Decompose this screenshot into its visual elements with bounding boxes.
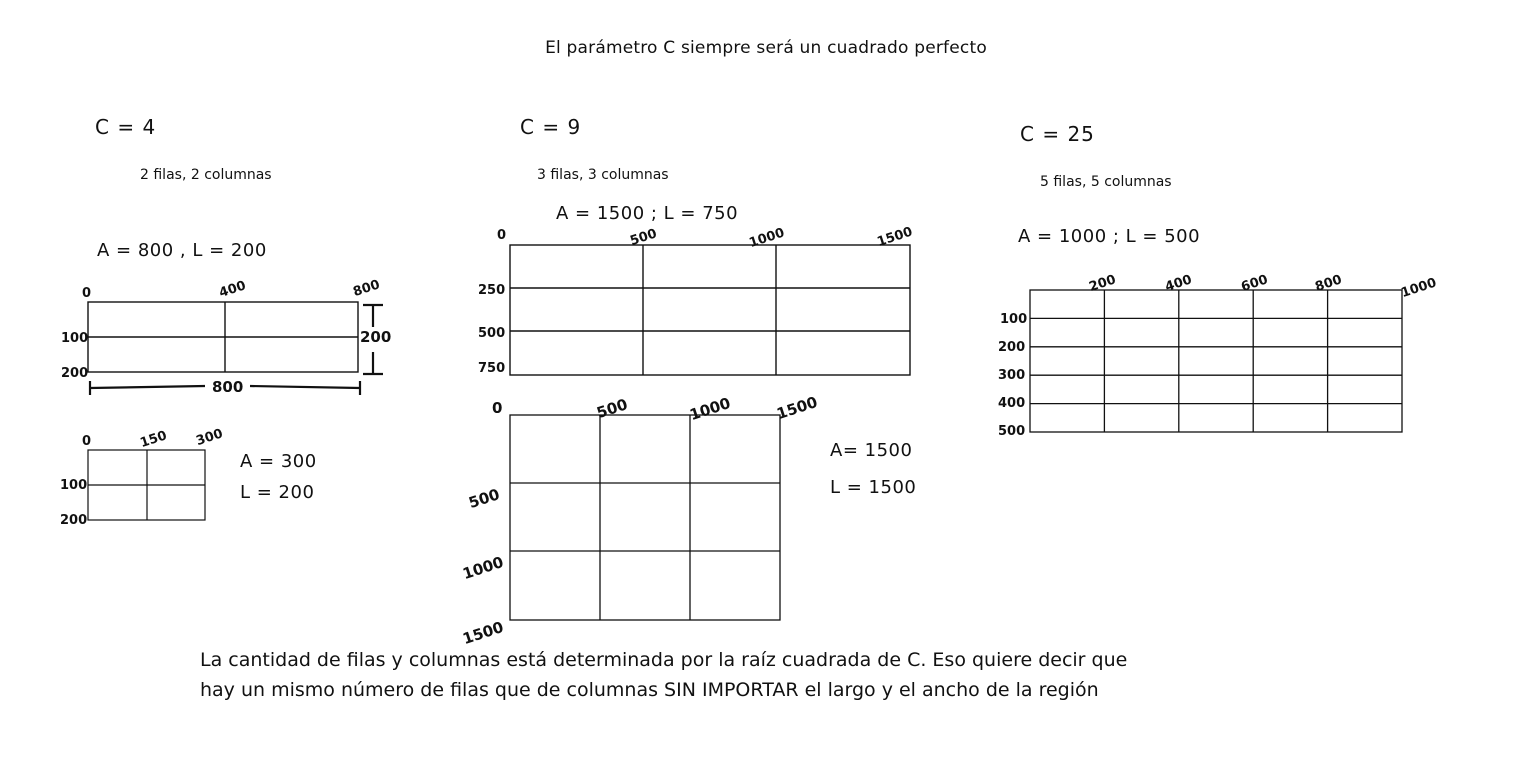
annotation-a-c4-2: A = 300 (240, 451, 317, 472)
case-label-c4: C = 4 (95, 115, 157, 139)
case-sub-label-c4: 2 filas, 2 columnas (140, 167, 272, 183)
x-tick-c9-2-0: 0 (492, 399, 503, 417)
x-tick-c4-2-0: 0 (82, 434, 92, 449)
x-tick-c9-1-1: 500 (628, 226, 659, 249)
y-tick-c4-2-2: 200 (60, 513, 88, 528)
y-tick-c9-2-2: 1000 (460, 552, 506, 583)
height-label-c4-1: 200 (360, 328, 392, 346)
annotation-a-c9-2: A= 1500 (830, 440, 913, 461)
annotation-l-c4-2: L = 200 (240, 482, 315, 503)
annotation-l-c9-2: L = 1500 (830, 477, 917, 498)
x-tick-c25-1-5: 1000 (1399, 275, 1439, 301)
y-tick-c25-1-1: 100 (1000, 312, 1028, 327)
y-tick-c4-1-1: 100 (61, 331, 89, 346)
x-tick-c25-1-3: 600 (1239, 272, 1270, 295)
page-title: El parámetro C siempre será un cuadrado perfecto (545, 38, 987, 58)
x-tick-c9-2-1: 500 (594, 395, 630, 422)
y-tick-c9-1-2: 500 (478, 326, 506, 341)
x-tick-c25-1-4: 800 (1313, 272, 1344, 295)
x-tick-c4-1-2: 800 (351, 277, 382, 300)
annotation-c4-grid1: A = 800 , L = 200 (97, 240, 267, 261)
x-tick-c9-1-0: 0 (497, 228, 507, 243)
width-label-c4-1: 800 (212, 378, 244, 396)
x-tick-c4-1-1: 400 (217, 278, 248, 301)
case-label-c9: C = 9 (520, 115, 582, 139)
annotation-c25-grid1: A = 1000 ; L = 500 (1018, 226, 1201, 247)
case-label-c25: C = 25 (1020, 122, 1095, 146)
x-tick-c4-1-0: 0 (82, 286, 92, 301)
y-tick-c4-2-1: 100 (60, 478, 88, 493)
y-tick-c25-1-5: 500 (998, 424, 1026, 439)
annotation-c9-grid1: A = 1500 ; L = 750 (556, 203, 739, 224)
y-tick-c9-2-1: 500 (466, 485, 502, 512)
y-tick-c9-1-1: 250 (478, 283, 506, 298)
y-tick-c25-1-3: 300 (998, 368, 1026, 383)
x-tick-c9-2-2: 1000 (687, 393, 733, 424)
x-tick-c9-2-3: 1500 (774, 392, 820, 423)
case-sub-label-c25: 5 filas, 5 columnas (1040, 174, 1172, 190)
y-tick-c4-1-2: 200 (61, 366, 89, 381)
y-tick-c25-1-4: 400 (998, 396, 1026, 411)
footer-line-2: hay un mismo número de filas que de columnas SIN IMPORTAR el largo y el ancho de la región (200, 679, 1099, 701)
y-tick-c9-2-3: 1500 (460, 617, 506, 648)
x-tick-c25-1-2: 400 (1163, 272, 1194, 295)
case-sub-label-c9: 3 filas, 3 columnas (537, 167, 669, 183)
x-tick-c9-1-2: 1000 (747, 225, 787, 251)
x-tick-c4-2-1: 150 (138, 428, 169, 451)
y-tick-c9-1-3: 750 (478, 361, 506, 376)
x-tick-c25-1-1: 200 (1087, 272, 1118, 295)
x-tick-c4-2-2: 300 (194, 426, 225, 449)
x-tick-c9-1-3: 1500 (875, 224, 915, 250)
footer-text (200, 645, 1320, 705)
y-tick-c25-1-2: 200 (998, 340, 1026, 355)
footer-line-1: La cantidad de filas y columnas está determinada por la raíz cuadrada de C. Eso quiere decir que (200, 649, 1128, 671)
